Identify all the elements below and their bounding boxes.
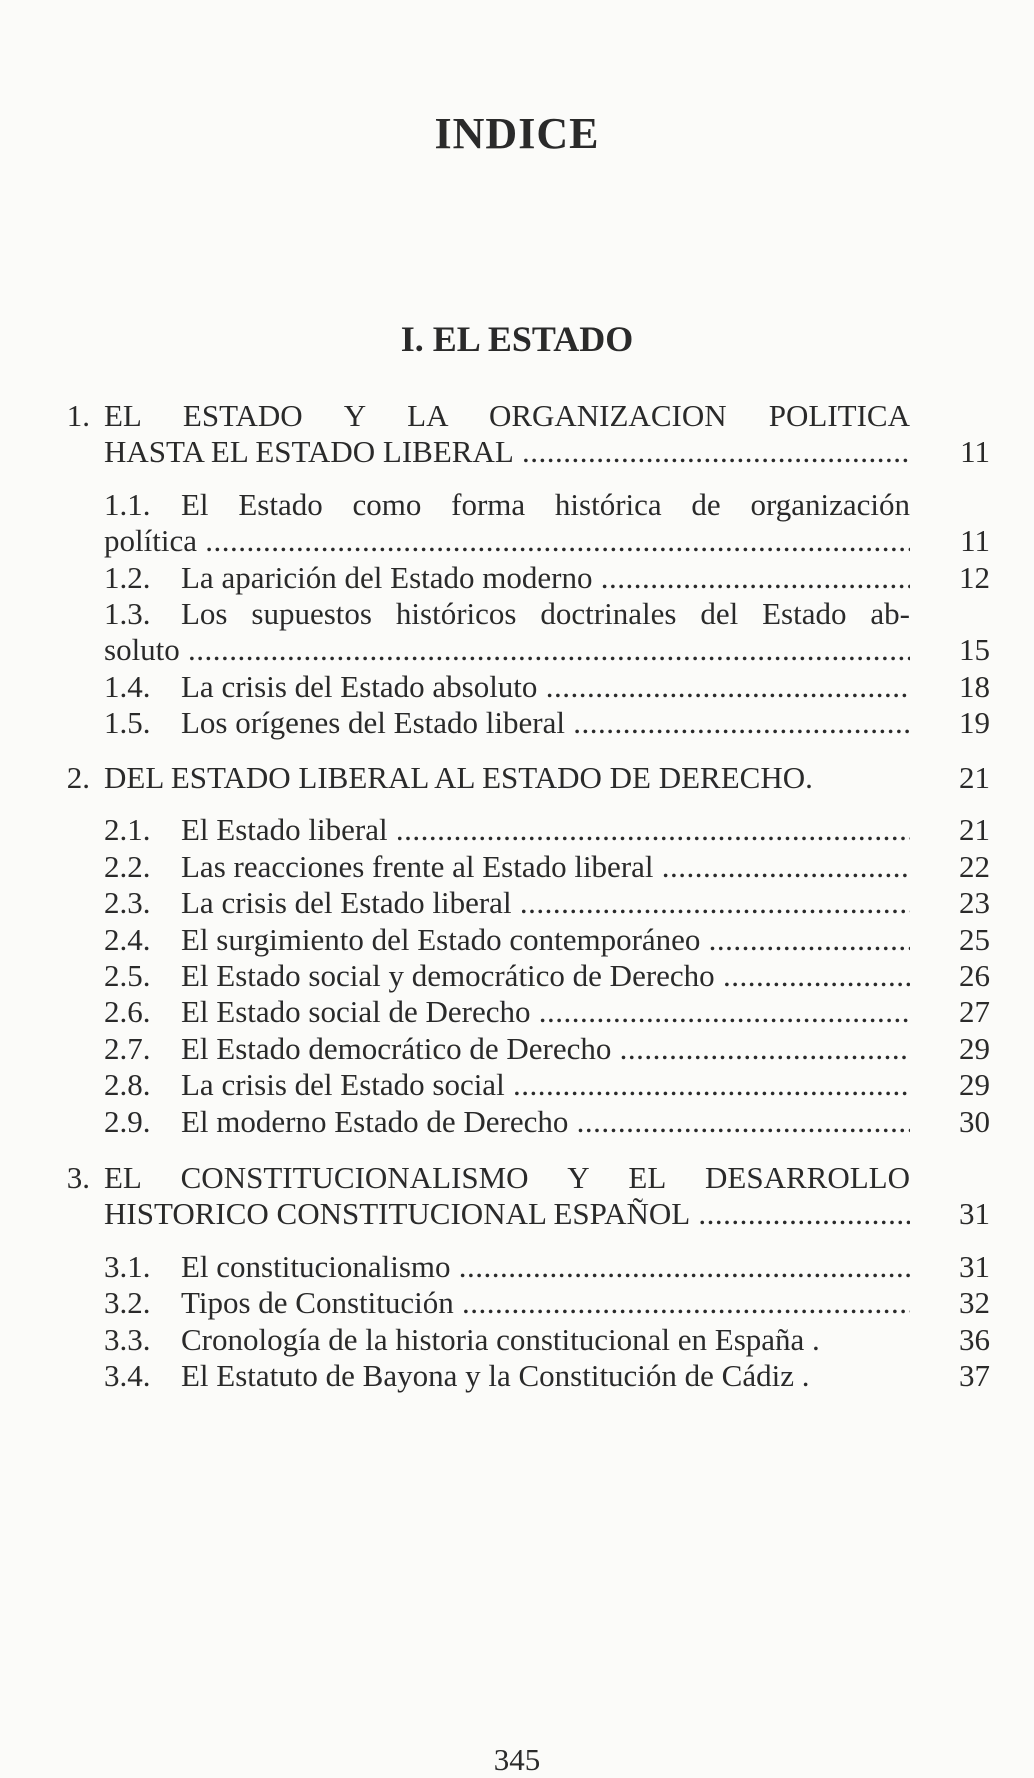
section-title: EL CONSTITUCIONALISMO Y EL DESARROLLO [104, 1160, 910, 1195]
entry-title: La crisis del Estado liberal ..... [181, 885, 910, 921]
page-ref: 31 [959, 1248, 990, 1284]
entry-title: El Estado social de Derecho ..... [181, 994, 910, 1030]
entry-title: Los supuestos históricos doctrinales del Estado ab- [181, 596, 910, 631]
entry-number: 2.1. [104, 812, 151, 848]
section-heading-line [0, 1196, 1034, 1232]
page-ref: 18 [959, 668, 990, 704]
section-heading-line [0, 760, 1034, 796]
toc-entry-line [0, 560, 1034, 596]
entry-number: 3.4. [104, 1358, 151, 1393]
page-number: 345 [493, 1742, 541, 1777]
section-title: HISTORICO CONSTITUCIONAL ESPAÑOL ..... [104, 1196, 910, 1232]
toc-entry-line [0, 1067, 1034, 1103]
toc-entry-line [0, 1031, 1034, 1067]
section-number: 1. [66, 398, 90, 433]
entry-title: El Estado social y democrático de Derecho ..... [181, 958, 910, 994]
page-ref: 19 [959, 705, 990, 741]
entry-title: El constitucionalismo ..... [181, 1249, 910, 1285]
toc-entry-line [0, 849, 1034, 885]
entry-number: 1.3. [104, 596, 151, 631]
page-ref: 31 [959, 1196, 990, 1232]
toc-entry-line [0, 994, 1034, 1030]
section-heading-line [0, 434, 1034, 470]
entry-number: 1.1. [104, 486, 151, 522]
entry-title: Los orígenes del Estado liberal ..... [181, 705, 910, 741]
entry-number: 2.9. [104, 1103, 151, 1139]
section-heading-line [0, 398, 1034, 434]
entry-number: 2.8. [104, 1067, 151, 1103]
entry-title: Tipos de Constitución ..... [181, 1285, 910, 1321]
toc-entry-line [0, 1358, 1034, 1394]
page-ref: 29 [959, 1030, 990, 1066]
toc-entry-line [0, 958, 1034, 994]
page-ref: 11 [960, 523, 990, 559]
page-ref: 21 [959, 760, 990, 795]
entry-title: La aparición del Estado moderno ..... [181, 560, 910, 596]
entry-title: La crisis del Estado absoluto ..... [181, 669, 910, 705]
toc-entry-line [0, 669, 1034, 705]
toc-entry-line [0, 596, 1034, 632]
entry-title: política ..... [104, 523, 910, 559]
page-ref: 21 [959, 812, 990, 848]
entry-number: 2.3. [104, 885, 151, 921]
toc-entry-line [0, 705, 1034, 741]
page-ref: 25 [959, 921, 990, 957]
entry-title: La crisis del Estado social ..... [181, 1067, 910, 1103]
entry-title: El surgimiento del Estado contemporáneo ..... [181, 922, 910, 958]
entry-number: 2.6. [104, 994, 151, 1030]
entry-number: 3.3. [104, 1321, 151, 1357]
section-title: HASTA EL ESTADO LIBERAL ..... [104, 434, 910, 470]
toc-entry-line [0, 487, 1034, 523]
entry-title: El Estado liberal ..... [181, 812, 910, 848]
page-ref: 29 [959, 1067, 990, 1103]
page-ref: 36 [959, 1321, 990, 1357]
toc-entry-line [0, 632, 1034, 668]
entry-title: El moderno Estado de Derecho ..... [181, 1104, 910, 1140]
entry-number: 2.4. [104, 921, 151, 957]
entry-title: El Estado democrático de Derecho ..... [181, 1031, 910, 1067]
entry-number: 3.2. [104, 1285, 151, 1321]
entry-title: soluto ..... [104, 632, 910, 668]
section-number: 2. [66, 760, 90, 795]
toc-entry-line [0, 1285, 1034, 1321]
section-heading-line [0, 1160, 1034, 1196]
section-number: 3. [66, 1160, 90, 1195]
page-ref: 32 [959, 1285, 990, 1321]
page-ref: 26 [959, 958, 990, 993]
page-ref: 23 [959, 885, 990, 921]
entry-number: 1.5. [104, 705, 151, 741]
toc-entry-line [0, 523, 1034, 559]
part-title: I. EL ESTADO [400, 319, 634, 359]
page-ref: 27 [959, 994, 990, 1030]
toc-entry-line [0, 1322, 1034, 1358]
entry-number: 1.4. [104, 668, 151, 704]
entry-title: Cronología de la historia constitucional en España . [181, 1321, 820, 1357]
toc-entry-line [0, 1249, 1034, 1285]
entry-title: El Estatuto de Bayona y la Constitución de Cádiz . [181, 1358, 810, 1393]
page-title: INDICE [434, 109, 600, 158]
entry-title: Las reacciones frente al Estado liberal ..... [181, 849, 910, 885]
page-ref: 30 [959, 1103, 990, 1139]
entry-number: 2.5. [104, 958, 151, 993]
page-ref: 37 [959, 1358, 990, 1393]
page-ref: 12 [959, 559, 990, 595]
entry-number: 2.7. [104, 1030, 151, 1066]
toc-entry-line [0, 1104, 1034, 1140]
toc-entry-line [0, 885, 1034, 921]
page-ref: 22 [959, 848, 990, 884]
entry-number: 3.1. [104, 1248, 151, 1284]
toc-entry-line [0, 812, 1034, 848]
page-ref: 11 [960, 434, 990, 470]
page-ref: 15 [959, 632, 990, 668]
entry-number: 1.2. [104, 559, 151, 595]
section-title: DEL ESTADO LIBERAL AL ESTADO DE DERECHO. [104, 760, 813, 795]
entry-number: 2.2. [104, 848, 151, 884]
toc-entry-line [0, 922, 1034, 958]
entry-title: El Estado como forma histórica de organización [181, 486, 910, 522]
section-title: EL ESTADO Y LA ORGANIZACION POLITICA [104, 398, 910, 433]
